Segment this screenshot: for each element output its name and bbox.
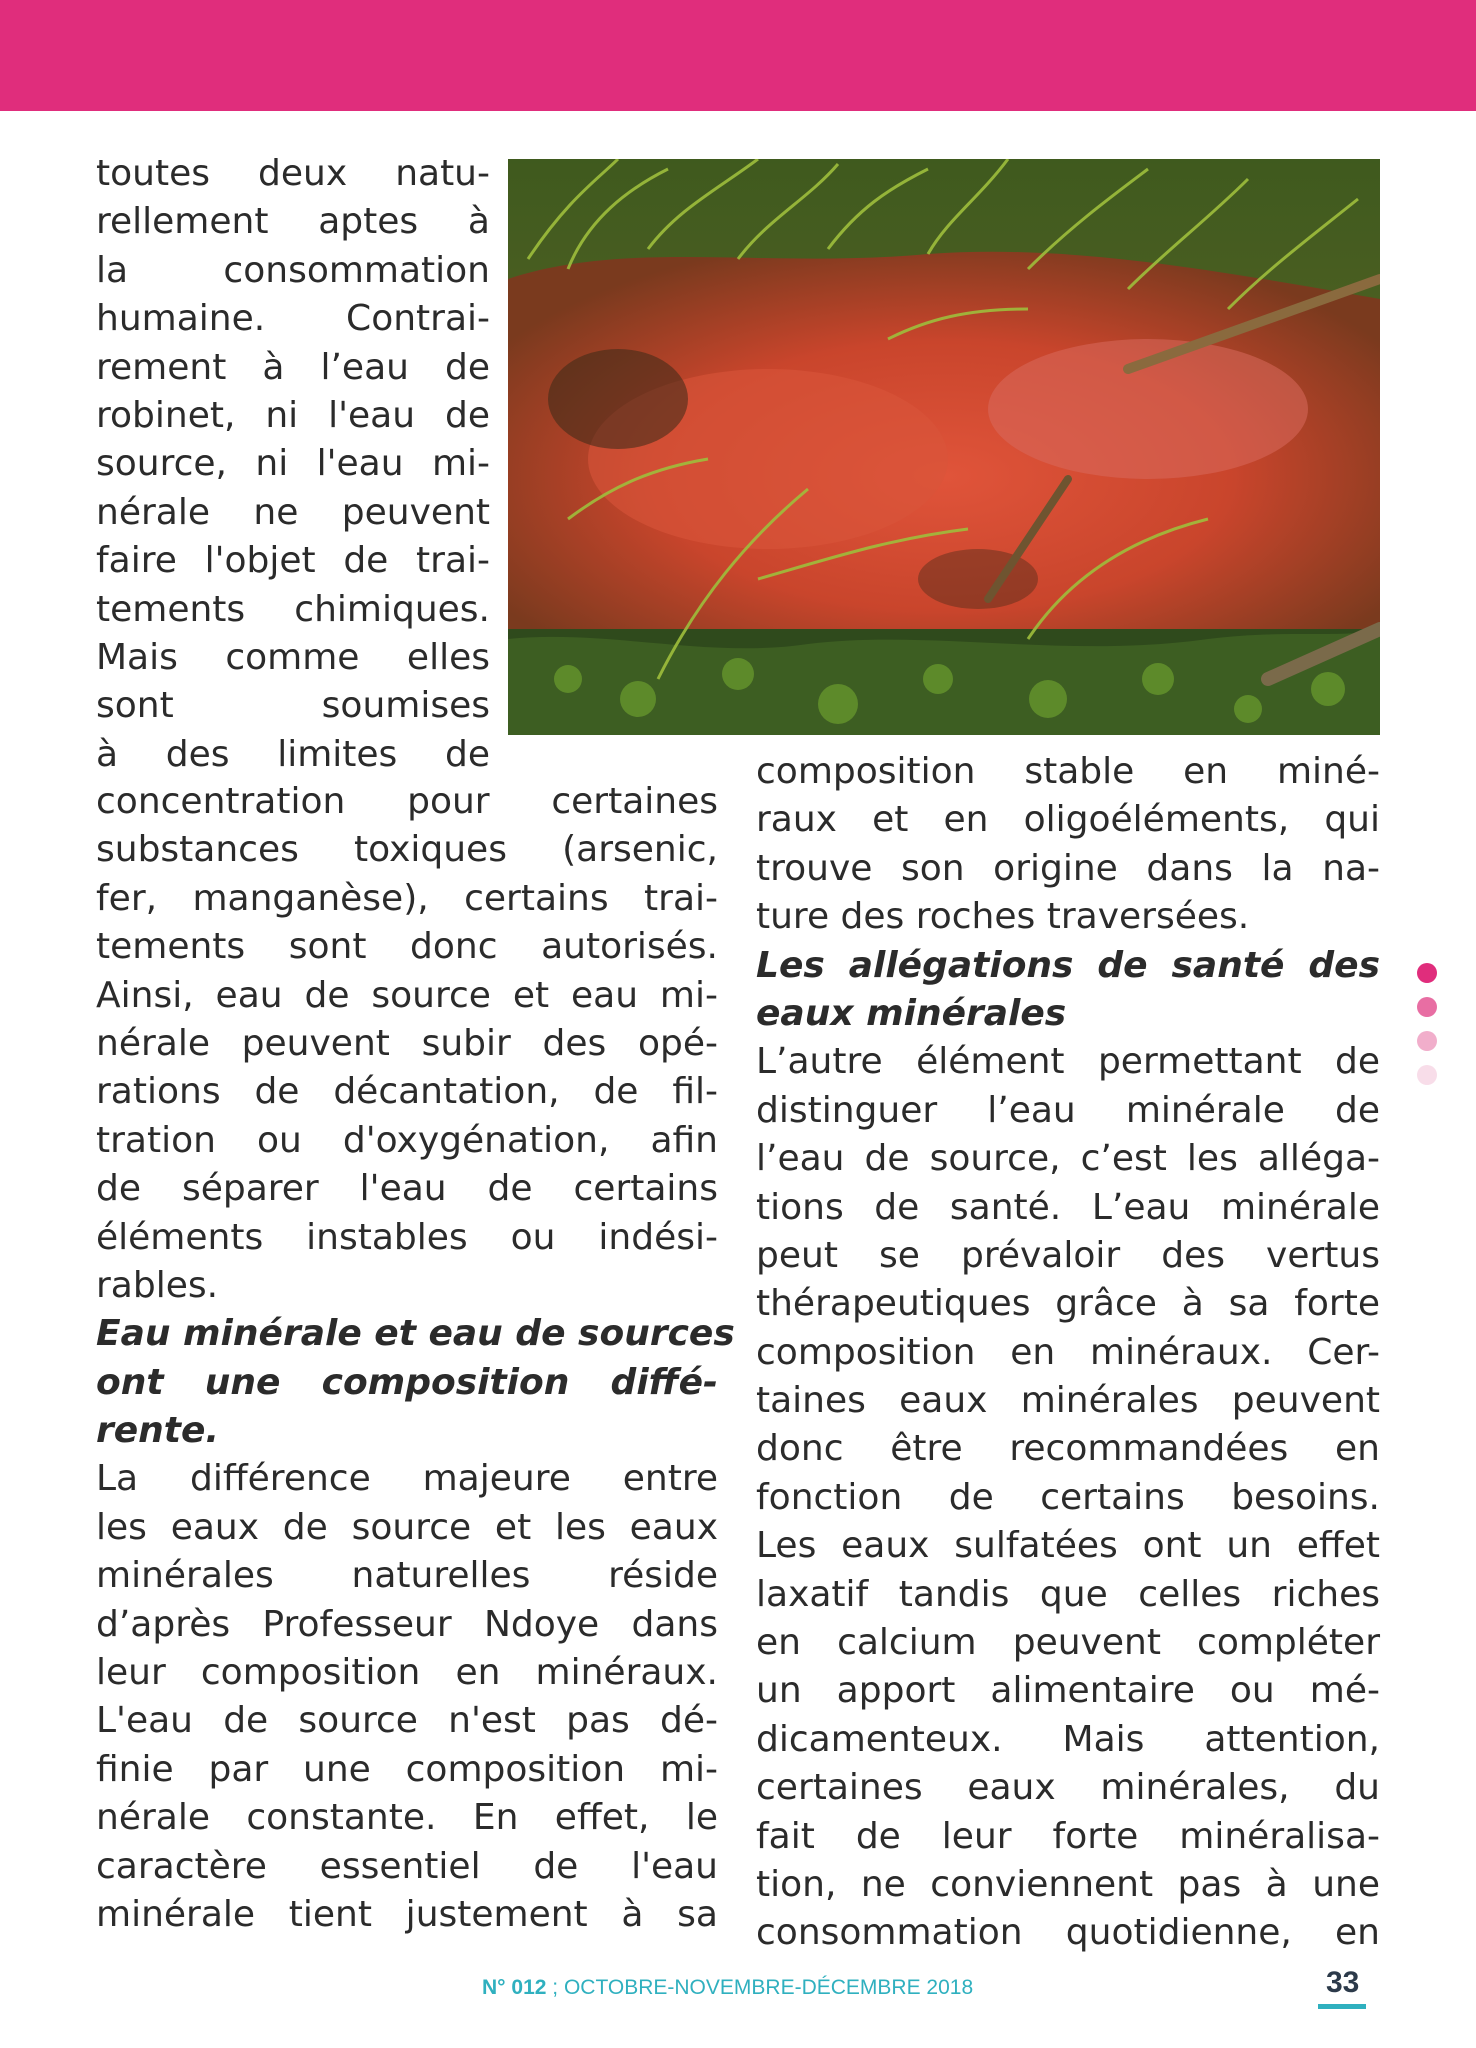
text-line: dicamenteux. Mais attention, [756,1718,1380,1760]
text-line: source, ni l'eau mi- [96,443,490,485]
text-line: les eaux de source et les eaux [96,1506,718,1548]
issue-number: N° 012 [482,1976,547,1999]
soil-photo [508,159,1380,735]
text-line: distinguer l’eau minérale de [756,1089,1380,1131]
left-column-top-text [96,150,490,779]
header-color-bar [0,0,1476,111]
text-line: rations de décantation, de fil- [96,1071,718,1113]
text-line: L’autre élément permettant de [756,1041,1380,1083]
text-line: rables. [96,1264,219,1306]
text-line: composition stable en miné- [756,751,1380,792]
text-line: tements sont donc autorisés. [96,926,718,968]
left-column-text [96,778,735,1939]
text-line: trouve son origine dans la na- [756,847,1380,889]
text-line: laxatif tandis que celles riches [756,1573,1380,1615]
text-line: L'eau de source n'est pas dé- [96,1700,718,1742]
text-line: toutes deux natu- [96,153,490,194]
text-line: caractère essentiel de l'eau [96,1845,718,1887]
text-line: en calcium peuvent compléter [756,1622,1380,1664]
indicator-dot [1417,1065,1437,1085]
text-line: rellement aptes à [96,201,490,243]
text-line: Mais comme elles [96,636,490,678]
text-line: fait de leur forte minéralisa- [756,1815,1380,1857]
text-line: taines eaux minérales peuvent [756,1380,1380,1422]
indicator-dot [1417,1031,1437,1051]
text-line: peut se prévaloir des vertus [756,1234,1380,1276]
section-heading-line: Les allégations de santé des [756,944,1380,986]
text-line: tements chimiques. [96,588,490,630]
text-line: de séparer l'eau de certains [96,1168,718,1210]
section-heading-line: rente. [96,1410,220,1452]
text-line: d’après Professeur Ndoye dans [96,1603,718,1645]
text-line: nérale ne peuvent [96,491,490,533]
section-heading-line: ont une composition diffé- [96,1361,718,1403]
text-line: ture des roches traversées. [756,896,1250,938]
page-number: 33 [1326,1966,1360,1999]
section-heading-line: eaux minérales [756,992,1067,1034]
text-line: fer, manganèse), certains trai- [96,877,718,919]
text-line: nérale constante. En effet, le [96,1797,718,1839]
text-line: l’eau de source, c’est les alléga- [756,1138,1380,1180]
text-line: concentration pour certaines [96,781,718,822]
text-line: Les eaux sulfatées ont un effet [756,1525,1380,1567]
text-line: faire l'objet de trai- [96,540,490,582]
text-line: sont soumises [96,685,490,727]
page-number-underline [1318,2004,1366,2009]
text-line: composition en minéraux. Cer- [756,1331,1380,1373]
text-line: substances toxiques (arsenic, [96,829,718,871]
issue-info [482,1976,973,2000]
text-line: humaine. Contrai- [96,298,490,340]
text-line: consommation quotidienne, en [756,1912,1380,1954]
text-line: minérale tient justement à sa [96,1893,718,1935]
text-line: tion, ne conviennent pas à une [756,1863,1380,1905]
text-line: thérapeutiques grâce à sa forte [756,1283,1380,1325]
indicator-dot [1417,997,1437,1017]
text-line: un apport alimentaire ou mé- [756,1670,1380,1712]
text-line: leur composition en minéraux. [96,1652,718,1694]
text-line: finie par une composition mi- [96,1748,718,1790]
indicator-dot [1417,963,1437,983]
text-line: donc être recommandées en [756,1428,1380,1470]
text-line: éléments instables ou indési- [96,1216,718,1258]
text-line: tration ou d'oxygénation, afin [96,1119,718,1161]
text-line: robinet, ni l'eau de [96,394,490,436]
right-column-text [756,748,1380,1958]
soil-photo-illustration [508,159,1380,735]
text-line: tions de santé. L’eau minérale [756,1186,1380,1228]
text-line: à des limites de [96,733,490,775]
issue-date: ; OCTOBRE-NOVEMBRE-DÉCEMBRE 2018 [546,1976,974,1999]
text-line: La différence majeure entre [96,1458,718,1500]
text-line: raux et en oligoéléments, qui [756,799,1380,841]
section-heading-line: Eau minérale et eau de sources [96,1313,735,1355]
text-line: fonction de certains besoins. [756,1476,1380,1518]
text-line: la consommation [96,249,490,291]
text-line: nérale peuvent subir des opé- [96,1022,718,1064]
text-line: certaines eaux minérales, du [756,1767,1380,1809]
text-line: minérales naturelles réside [96,1555,718,1597]
text-line: Ainsi, eau de source et eau mi- [96,974,718,1016]
text-line: rement à l’eau de [96,346,490,388]
